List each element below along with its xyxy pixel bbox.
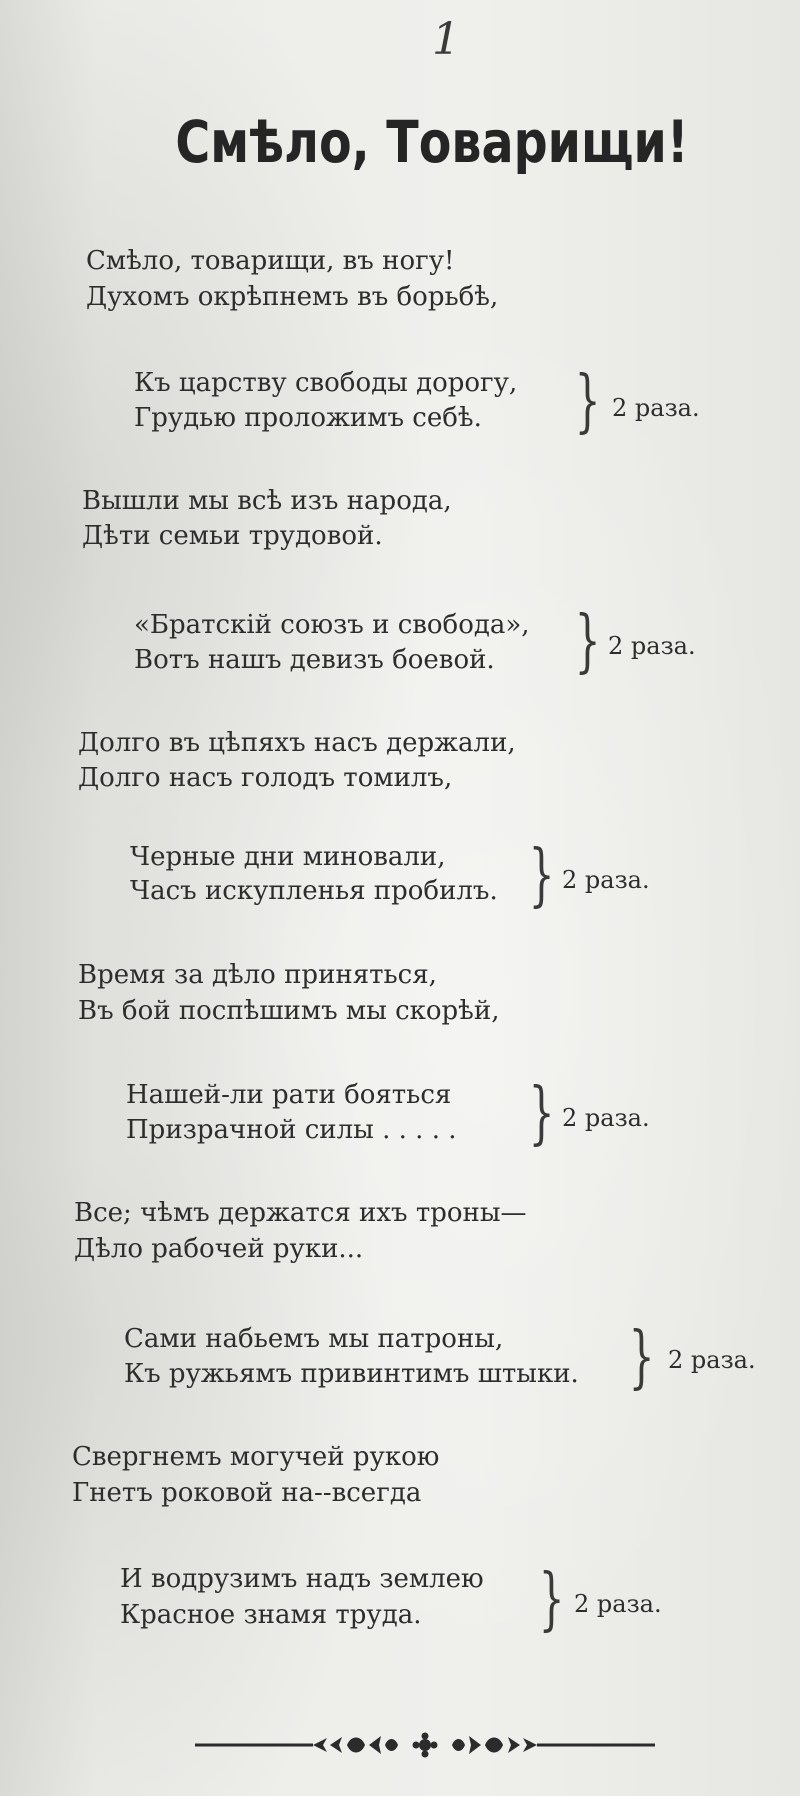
page-title: Смѣло, Товарищи! <box>175 108 689 176</box>
stanza-4-repeat-label: 2 раза. <box>562 1104 650 1132</box>
stanza-4-line-1: Время за дѣло приняться, <box>78 960 437 990</box>
page-number: 1 <box>432 14 460 65</box>
stanza-4-refrain-2: Призрачной силы . . . . . <box>126 1115 457 1145</box>
stanza-2-refrain-2: Вотъ нашъ девизъ боевой. <box>134 645 495 675</box>
stanza-5-refrain-1: Сами набьемъ мы патроны, <box>124 1324 504 1354</box>
stanza-6-refrain-1: И водрузимъ надъ землею <box>120 1564 484 1594</box>
stanza-3-refrain-1: Черные дни миновали, <box>130 842 446 872</box>
stanza-4-refrain-1: Нашей-ли рати бояться <box>126 1080 452 1110</box>
stanza-2-line-1: Вышли мы всѣ изъ народа, <box>82 486 452 516</box>
stanza-1-refrain-1: Къ царству свободы дорогу, <box>134 368 518 398</box>
stanza-2-line-2: Дѣти семьи трудовой. <box>82 521 383 551</box>
stanza-5-line-1: Все; чѣмъ держатся ихъ троны— <box>74 1198 527 1228</box>
stanza-6-repeat-brace: } <box>538 1560 565 1639</box>
stanza-5-refrain-2: Къ ружьямъ привинтимъ штыки. <box>124 1359 579 1389</box>
stanza-6-repeat-label: 2 раза. <box>574 1590 662 1618</box>
stanza-6-line-1: Свергнемъ могучей рукою <box>72 1442 440 1472</box>
stanza-2-repeat-brace: } <box>574 602 601 681</box>
stanza-5-line-2: Дѣло рабочей руки... <box>74 1234 364 1264</box>
stanza-3-refrain-2: Часъ искупленья пробилъ. <box>130 876 498 906</box>
stanza-3-repeat-brace: } <box>528 836 555 915</box>
stanza-1-line-2: Духомъ окрѣпнемъ въ борьбѣ, <box>86 282 499 312</box>
stanza-3-line-1: Долго въ цѣпяхъ насъ держали, <box>78 728 516 758</box>
stanza-1-repeat-label: 2 раза. <box>612 394 700 422</box>
stanza-6-refrain-2: Красное знамя труда. <box>120 1600 422 1630</box>
stanza-1-refrain-2: Грудью проложимъ себѣ. <box>134 403 482 433</box>
stanza-4-line-2: Въ бой поспѣшимъ мы скорѣй, <box>78 996 500 1026</box>
stanza-5-repeat-brace: } <box>628 1318 655 1397</box>
stanza-6-line-2: Гнетъ роковой на--всегда <box>72 1478 422 1508</box>
stanza-3-repeat-label: 2 раза. <box>562 866 650 894</box>
stanza-1-repeat-brace: } <box>574 362 601 441</box>
stanza-4-repeat-brace: } <box>528 1074 555 1153</box>
stanza-2-repeat-label: 2 раза. <box>608 632 696 660</box>
stanza-2-refrain-1: «Братскій союзъ и свобода», <box>134 610 530 640</box>
stanza-1-line-1: Смѣло, товарищи, въ ногу! <box>86 246 455 276</box>
stanza-5-repeat-label: 2 раза. <box>668 1346 756 1374</box>
stanza-3-line-2: Долго насъ голодъ томилъ, <box>78 763 453 793</box>
decorative-divider-ornament <box>195 1730 655 1760</box>
